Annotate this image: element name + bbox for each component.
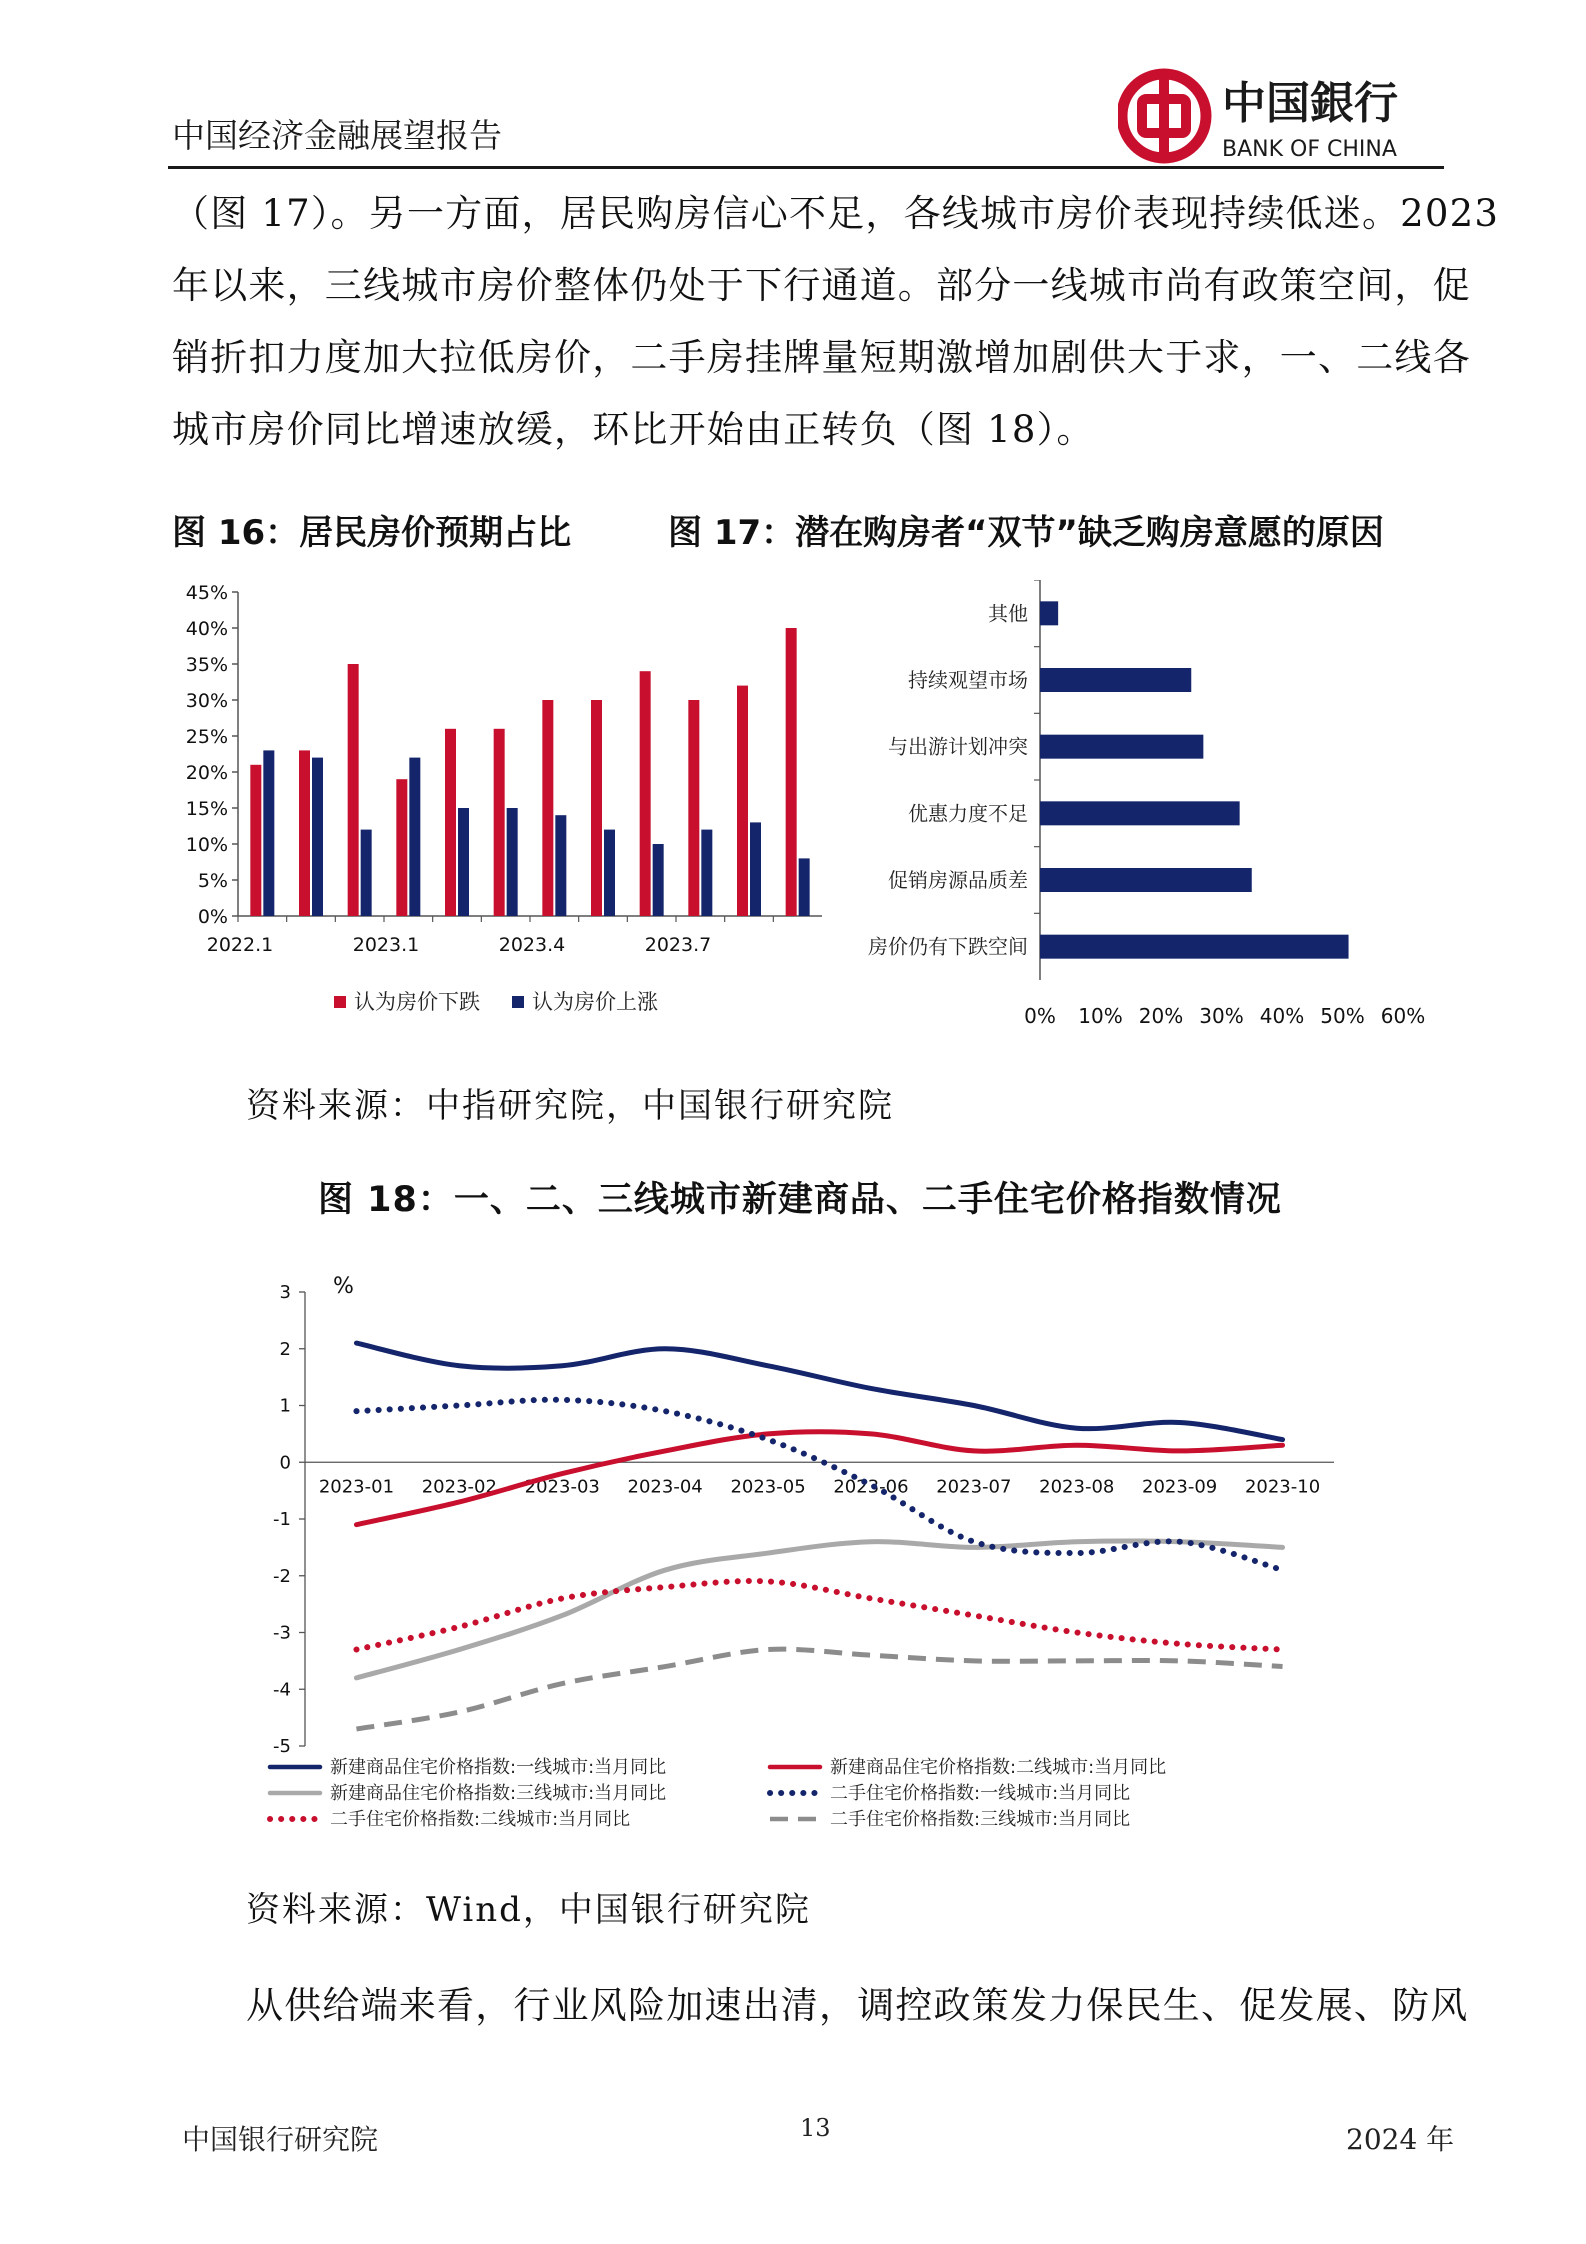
bar-rise (701, 830, 712, 916)
fig17-title: 图 17：潜在购房者“双节”缺乏购房意愿的原因 (668, 513, 1384, 553)
x-tick-label: 2023-04 (627, 1476, 703, 1498)
body-line: 城市房价同比增速放缓，环比开始由正转负（图 18）。 (172, 408, 1095, 451)
y-unit-label: % (333, 1274, 354, 1299)
bar-rise (555, 815, 566, 916)
footer-year: 2024 年 (1346, 2123, 1455, 2156)
y-tick-label: 25% (185, 726, 228, 748)
series-line-3 (356, 1541, 1282, 1678)
source-note-1: 资料来源：中指研究院，中国银行研究院 (246, 1086, 894, 1126)
x-tick-label: 2023-10 (1244, 1476, 1321, 1498)
y-tick-label: 1 (279, 1395, 291, 1417)
bar-fall (299, 750, 310, 916)
x-tick-label: 10% (1078, 1004, 1123, 1028)
y-tick-label: 3 (279, 1282, 291, 1303)
x-tick-label: 0% (1024, 1004, 1056, 1028)
bar-reason (1040, 735, 1203, 759)
bar-reason (1040, 601, 1058, 625)
legend-label: 认为房价下跌 (354, 990, 480, 1014)
legend-label: 新建商品住宅价格指数:二线城市:当月同比 (830, 1757, 1167, 1778)
bank-name-cn: 中国銀行 (1222, 78, 1398, 129)
x-tick-label: 50% (1320, 1004, 1365, 1028)
y-tick-label: -4 (273, 1679, 291, 1701)
category-label: 房价仍有下跌空间 (868, 934, 1028, 959)
bar-fall (494, 729, 505, 916)
x-tick-label: 2023-09 (1142, 1476, 1218, 1498)
source-note-2: 资料来源：Wind，中国银行研究院 (246, 1890, 811, 1930)
report-title: 中国经济金融展望报告 (172, 116, 502, 155)
category-label: 优惠力度不足 (908, 801, 1028, 826)
bar-rise (312, 758, 323, 916)
legend-label: 二手住宅价格指数:三线城市:当月同比 (830, 1809, 1131, 1830)
y-tick-label: 45% (185, 582, 228, 604)
bar-reason (1040, 801, 1240, 825)
legend-label: 认为房价上涨 (532, 990, 658, 1014)
x-tick-label: 60% (1380, 1004, 1426, 1028)
y-tick-label: 5% (197, 870, 228, 892)
bar-rise (361, 830, 372, 916)
y-tick-label: 2 (279, 1338, 291, 1360)
bar-reason (1040, 668, 1191, 692)
legend-label: 新建商品住宅价格指数:一线城市:当月同比 (330, 1757, 667, 1778)
legend-label: 二手住宅价格指数:一线城市:当月同比 (830, 1783, 1131, 1804)
y-tick-label: 15% (185, 798, 228, 820)
bar-fall (591, 700, 602, 916)
bar-rise (507, 808, 518, 916)
bank-of-china-logo (1118, 66, 1448, 166)
legend-label: 二手住宅价格指数:二线城市:当月同比 (330, 1809, 631, 1830)
bar-fall (542, 700, 553, 916)
body-line: 从供给端来看，行业风险加速出清，调控政策发力保民生、促发展、防风 (246, 1984, 1469, 2027)
bar-rise (604, 830, 615, 916)
page-number: 13 (800, 2114, 831, 2142)
y-tick-label: 10% (185, 834, 228, 856)
x-tick-label: 2023.1 (352, 934, 420, 956)
category-label: 与出游计划冲突 (888, 734, 1028, 759)
category-label: 促销房源品质差 (888, 868, 1028, 892)
body-line: 年以来，三线城市房价整体仍处于下行通道。部分一线城市尚有政策空间，促 (172, 264, 1471, 307)
fig16-bar-chart (172, 575, 832, 1035)
x-tick-label: 2023-02 (421, 1476, 497, 1498)
y-tick-label: -5 (273, 1736, 291, 1757)
bank-name-en: BANK OF CHINA (1222, 137, 1397, 162)
bar-fall (250, 765, 261, 916)
series-line-1 (356, 1343, 1282, 1439)
bar-fall (640, 671, 651, 916)
x-tick-label: 2023-03 (524, 1476, 600, 1498)
bar-rise (409, 758, 420, 916)
y-tick-label: 35% (185, 654, 228, 676)
legend-label: 新建商品住宅价格指数:三线城市:当月同比 (330, 1783, 667, 1804)
y-tick-label: 30% (185, 690, 228, 712)
category-label: 持续观望市场 (908, 668, 1028, 692)
bar-fall (396, 779, 407, 916)
closing-paragraph (246, 1970, 1518, 2042)
x-tick-label: 2023-01 (318, 1476, 395, 1498)
x-tick-label: 2023.7 (644, 934, 712, 956)
body-line: （图 17）。另一方面，居民购房信心不足，各线城市房价表现持续低迷。2023 (172, 192, 1500, 235)
x-tick-label: 2023-08 (1039, 1476, 1115, 1498)
category-label: 其他 (988, 601, 1028, 626)
header-rule (168, 166, 1444, 169)
legend-swatch (334, 996, 346, 1008)
bar-rise (263, 750, 274, 916)
y-tick-label: -3 (273, 1622, 291, 1644)
x-tick-label: 2023-05 (730, 1476, 806, 1498)
y-tick-label: 0 (279, 1452, 291, 1474)
legend-swatch (512, 996, 524, 1008)
bar-fall (445, 729, 456, 916)
body-paragraph (172, 178, 1500, 466)
y-tick-label: -1 (273, 1509, 291, 1530)
bar-reason (1040, 868, 1252, 892)
series-line-6 (356, 1649, 1282, 1729)
bar-fall (688, 700, 699, 916)
bar-fall (737, 686, 748, 916)
fig18-title: 图 18：一、二、三线城市新建商品、二手住宅价格指数情况 (318, 1180, 1282, 1220)
footer-org: 中国银行研究院 (182, 2123, 379, 2156)
bar-reason (1040, 935, 1349, 959)
fig18-line-chart (256, 1262, 1356, 1842)
fig16-title: 图 16：居民房价预期占比 (172, 513, 572, 553)
bar-fall (348, 664, 359, 916)
x-tick-label: 20% (1138, 1004, 1184, 1028)
y-tick-label: 0% (197, 906, 228, 928)
x-tick-label: 30% (1199, 1004, 1244, 1028)
bar-rise (750, 822, 761, 916)
x-tick-label: 2023-06 (833, 1476, 909, 1498)
x-tick-label: 2022.1 (206, 934, 274, 956)
fig17-hbar-chart (838, 580, 1450, 1040)
x-tick-label: 2023-07 (936, 1476, 1012, 1498)
y-tick-label: 40% (185, 618, 228, 640)
bar-rise (653, 844, 664, 916)
x-tick-label: 40% (1259, 1004, 1305, 1028)
x-tick-label: 2023.4 (498, 934, 566, 956)
y-tick-label: -2 (273, 1565, 291, 1587)
bar-fall (786, 628, 797, 916)
bar-rise (799, 858, 810, 916)
bar-rise (458, 808, 469, 916)
y-tick-label: 20% (185, 762, 228, 784)
body-line: 销折扣力度加大拉低房价，二手房挂牌量短期激增加剧供大于求，一、二线各 (172, 336, 1471, 379)
